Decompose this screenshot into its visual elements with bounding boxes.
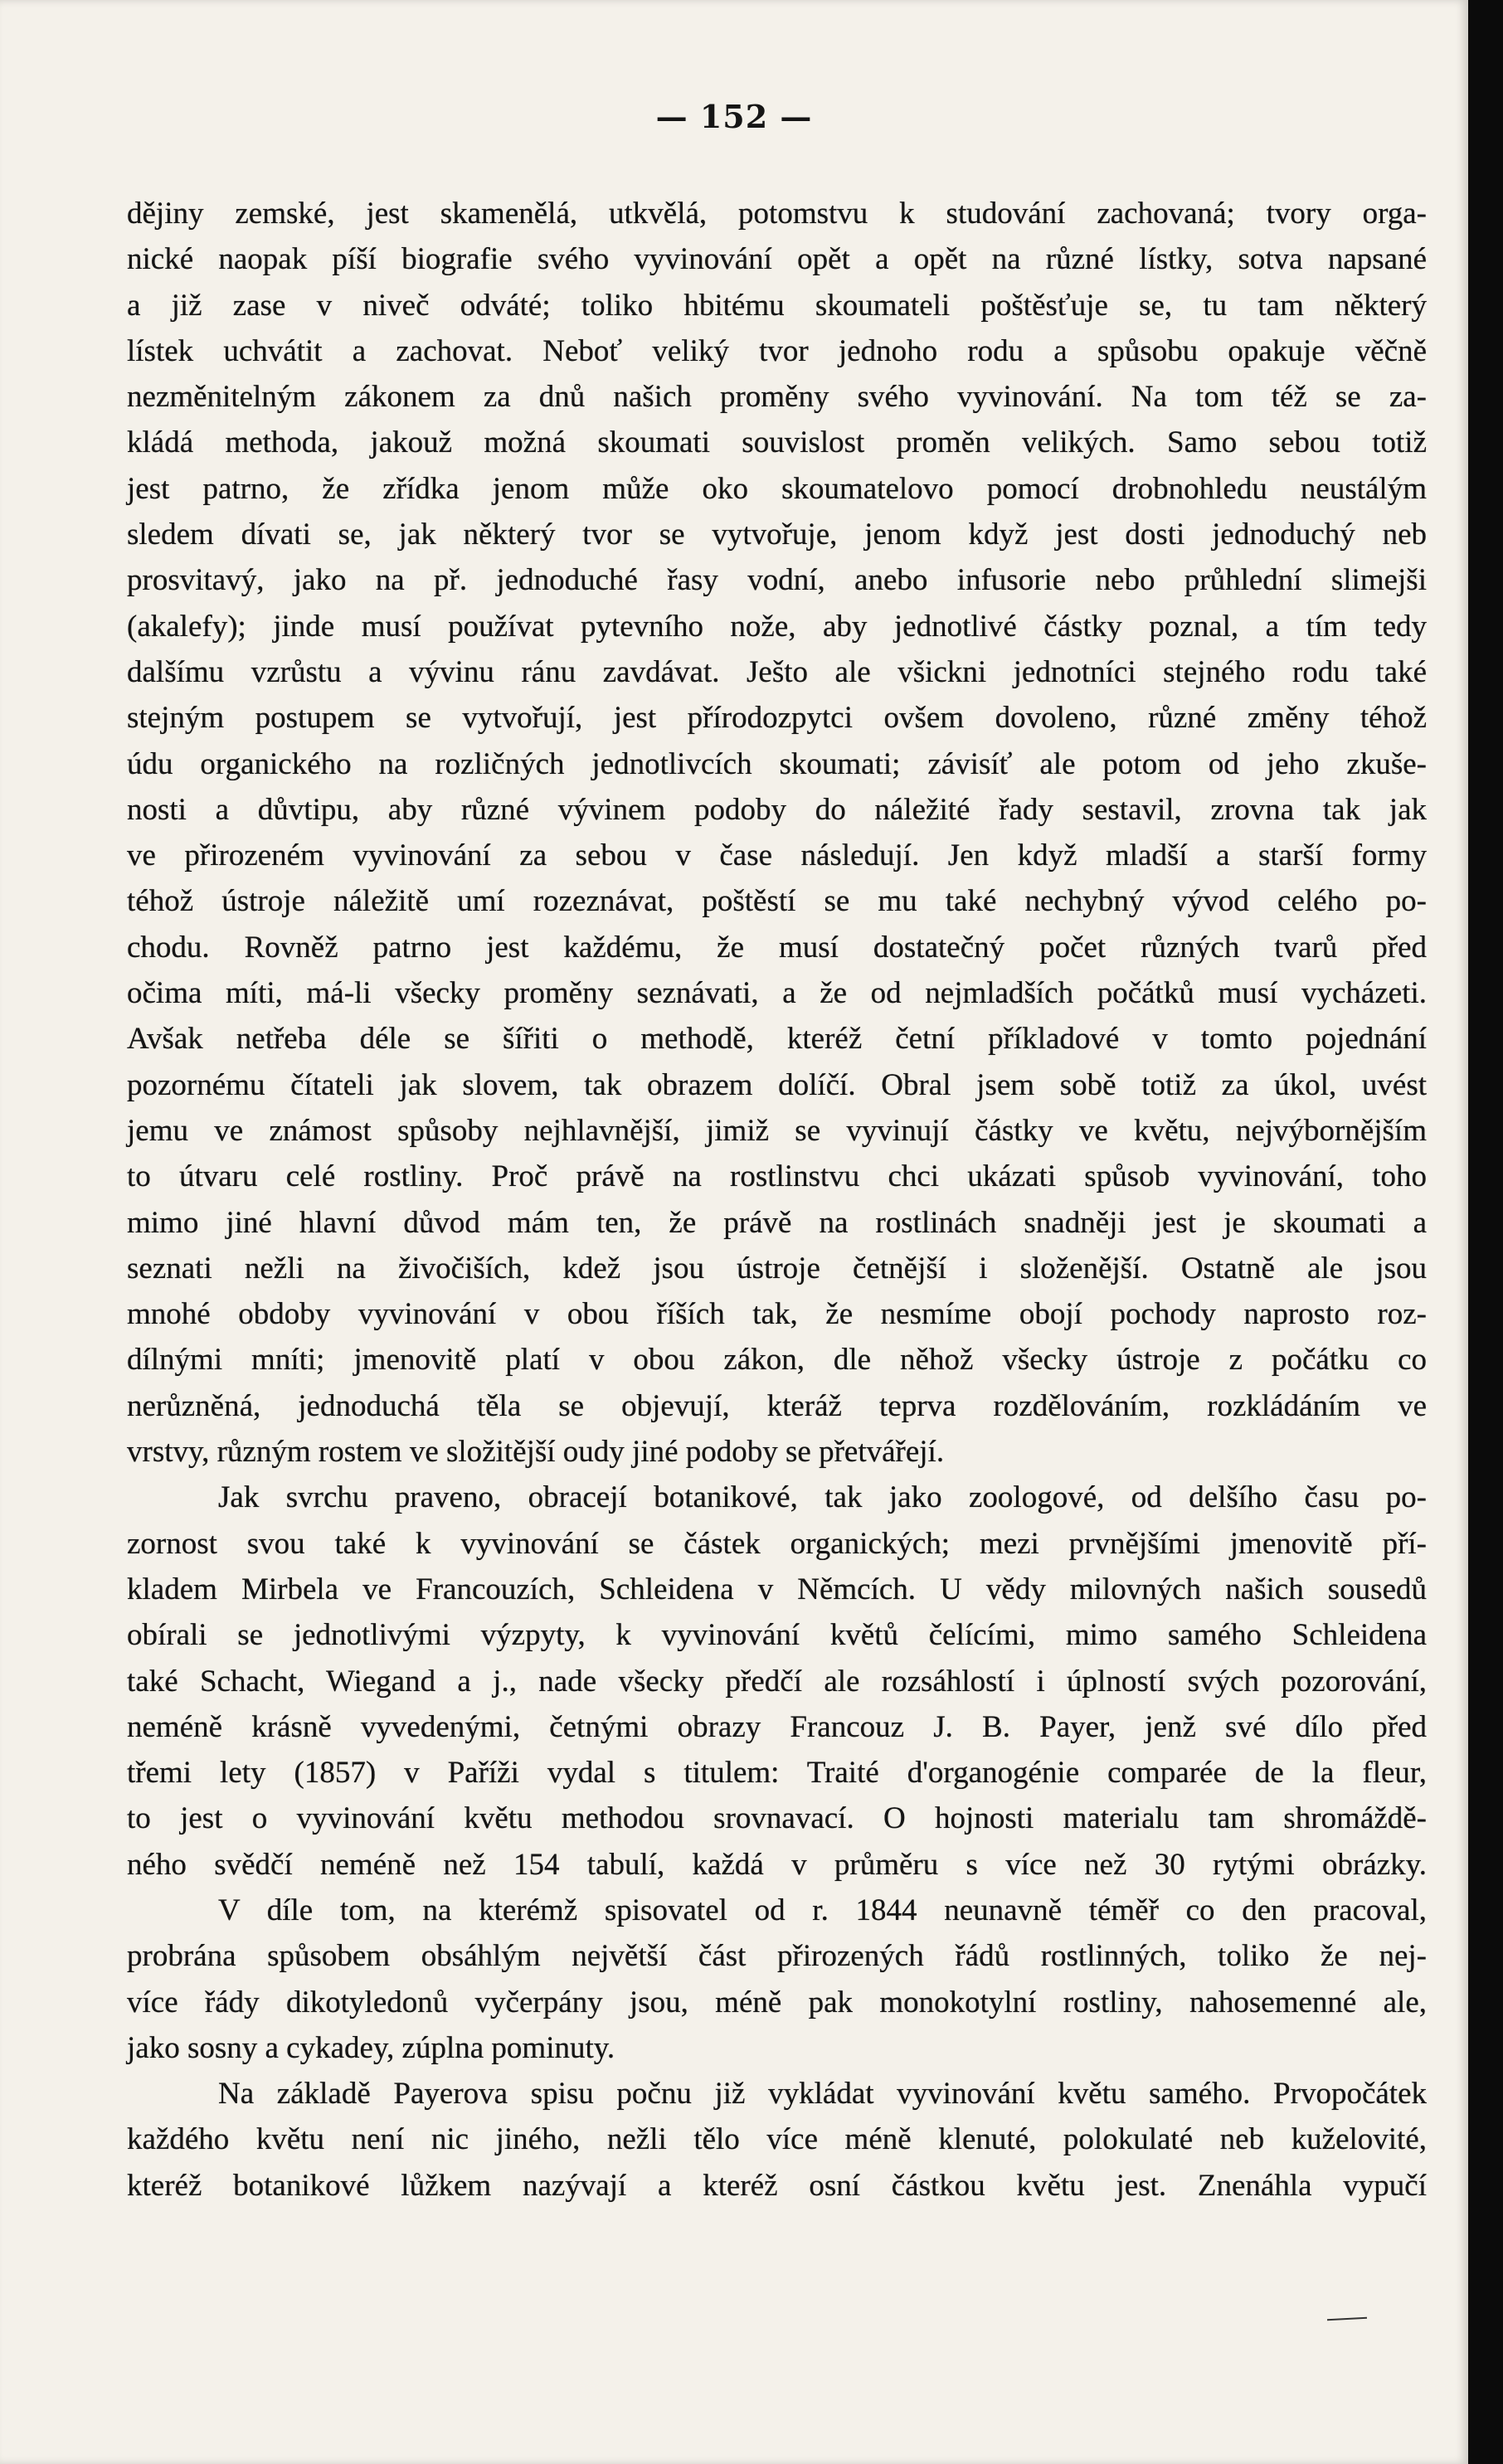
catchword-rule bbox=[1327, 2317, 1367, 2321]
text-line: lístek uchvátit a zachovat. Neboť veliký tvor jednoho rodu a spůsobu opakuje věčně bbox=[127, 333, 1427, 368]
text-line: sledem dívati se, jak některý tvor se vytvořuje, jenom když jest dosti jednoduchý neb bbox=[127, 518, 1427, 552]
text-line: jest patrno, že zřídka jenom může oko skoumatelovo pomocí drobnohledu neustálým bbox=[127, 471, 1427, 506]
text-line: a již zase v niveč odváté; toliko hbitému skoumateli poštěsťuje se, tu tam některý bbox=[127, 288, 1427, 323]
text-line: pozornému čítateli jak slovem, tak obrazem dolíčí. Obral jsem sobě totiž za úkol, uvést bbox=[127, 1067, 1427, 1102]
text-line: nerůzněná, jednoduchá těla se objevují, kteráž teprva rozdělováním, rozkládáním ve bbox=[127, 1388, 1427, 1423]
text-line: nické naopak píší biografie svého vyvinování opět a opět na různé lístky, sotva napsané bbox=[127, 242, 1427, 277]
text-line: kteréž botanikové lůžkem nazývají a kteréž osní částkou květu jest. Znenáhla vypučí bbox=[127, 2168, 1427, 2203]
text-line: mnohé obdoby vyvinování v obou říších tak, že nesmíme obojí pochody naprosto roz- bbox=[127, 1297, 1427, 1332]
text-line: kladem Mirbela ve Francouzích, Schleidena v Němcích. U vědy milovných našich sousedů bbox=[127, 1572, 1427, 1606]
text-line: obírali se jednotlivými výzpyty, k vyvinování květů čelícími, mimo samého Schleidena bbox=[127, 1618, 1427, 1653]
text-line: Na základě Payerova spisu počnu již vykládat vyvinování květu samého. Prvopočátek bbox=[218, 2077, 1427, 2112]
text-line: chodu. Rovněž patrno jest každému, že musí dostatečný počet různých tvarů před bbox=[127, 930, 1427, 965]
text-line: Avšak netřeba déle se šířiti o methodě, kteréž četní příkladové v tomto pojednání bbox=[127, 1022, 1427, 1057]
body-text bbox=[127, 191, 1427, 2209]
page-number: — 152 — bbox=[655, 98, 813, 135]
text-line: jemu ve známost spůsoby nejhlavnější, jimiž se vyvinují částky ve květu, nejvýbornějším bbox=[127, 1113, 1427, 1148]
text-line: zornost svou také k vyvinování se částek organických; mezi prvnějšími jmenovitě pří- bbox=[127, 1526, 1427, 1561]
text-line: neméně krásně vyvedenými, četnými obrazy Francouz J. B. Payer, jenž své dílo před bbox=[127, 1709, 1427, 1744]
text-line: to útvaru celé rostliny. Proč právě na rostlinstvu chci ukázati spůsob vyvinování, toho bbox=[127, 1159, 1427, 1194]
text-line: nosti a důvtipu, aby různé vývinem podoby do náležité řady sestavil, zrovna tak jak bbox=[127, 792, 1427, 827]
text-line: každého květu není nic jiného, nežli tělo více méně klenuté, polokulaté neb kuželovité, bbox=[127, 2122, 1427, 2157]
text-line: probrána spůsobem obsáhlým největší část přirozených řádů rostlinných, toliko že nej- bbox=[127, 1939, 1427, 1974]
text-line: kládá methoda, jakouž možná skoumati souvislost proměn velikých. Samo sebou totiž bbox=[127, 425, 1427, 460]
text-line: jako sosny a cykadey, zúplna pominuty. bbox=[127, 2030, 615, 2065]
text-line: to jest o vyvinování květu methodou srovnavací. O hojnosti materialu tam shromáždě- bbox=[127, 1801, 1427, 1836]
text-line: (akalefy); jinde musí používat pytevního nože, aby jednotlivé částky poznal, a tím tedy bbox=[127, 609, 1427, 644]
text-line: Jak svrchu praveno, obracejí botanikové, tak jako zoologové, od delšího času po- bbox=[218, 1480, 1427, 1515]
text-line: mimo jiné hlavní důvod mám ten, že právě na rostlinách snadněji jest je skoumati a bbox=[127, 1205, 1427, 1240]
text-line: téhož ústroje náležitě umí rozeznávat, poštěstí se mu také nechybný vývod celého po- bbox=[127, 884, 1427, 919]
text-line: očima míti, má-li všecky proměny seznávati, a že od nejmladších počátků musí vycházeti. bbox=[127, 976, 1427, 1011]
text-line: údu organického na rozličných jednotlivcích skoumati; závisíť ale potom od jeho zkuše- bbox=[127, 746, 1427, 781]
text-line: dějiny zemské, jest skamenělá, utkvělá, potomstvu k studování zachovaná; tvory orga- bbox=[127, 197, 1427, 231]
text-line: také Schacht, Wiegand a j., nade všecky předčí ale rozsáhlostí i úplností svých pozorování, bbox=[127, 1664, 1427, 1699]
text-line: ného svědčí neméně než 154 tabulí, každá v průměru s více než 30 rytými obrázky. bbox=[127, 1847, 1427, 1882]
text-line: nezměnitelným zákonem za dnů našich proměny svého vyvinování. Na tom též se za- bbox=[127, 380, 1427, 415]
text-line: vrstvy, různým rostem ve složitější oudy jiné podoby se přetvářejí. bbox=[127, 1435, 945, 1470]
text-line: více řády dikotyledonů vyčerpány jsou, méně pak monokotylní rostliny, nahosemenné ale, bbox=[127, 1985, 1427, 2019]
text-line: dalšímu vzrůstu a vývinu ránu zavdávat. Ješto ale všickni jednotníci stejného rodu také bbox=[127, 654, 1427, 689]
text-line: třemi lety (1857) v Paříži vydal s titulem: Traité d'organogénie comparée de la fleur, bbox=[127, 1756, 1427, 1791]
text-line: prosvitavý, jako na př. jednoduché řasy vodní, anebo infusorie nebo průhlední slimejši bbox=[127, 563, 1427, 598]
text-line: V díle tom, na kterémž spisovatel od r. 1844 neunavně téměř co den pracoval, bbox=[218, 1893, 1427, 1927]
text-line: ve přirozeném vyvinování za sebou v čase následují. Jen když mladší a starší formy bbox=[127, 838, 1427, 873]
text-line: stejným postupem se vytvořují, jest přírodozpytci ovšem dovoleno, různé změny téhož bbox=[127, 701, 1427, 736]
text-line: seznati nežli na živočiších, kdež jsou ústroje četnější i složenější. Ostatně ale jsou bbox=[127, 1251, 1427, 1285]
text-line: dílnými mníti; jmenovitě platí v obou zákon, dle něhož všecky ústroje z počátku co bbox=[127, 1343, 1427, 1378]
